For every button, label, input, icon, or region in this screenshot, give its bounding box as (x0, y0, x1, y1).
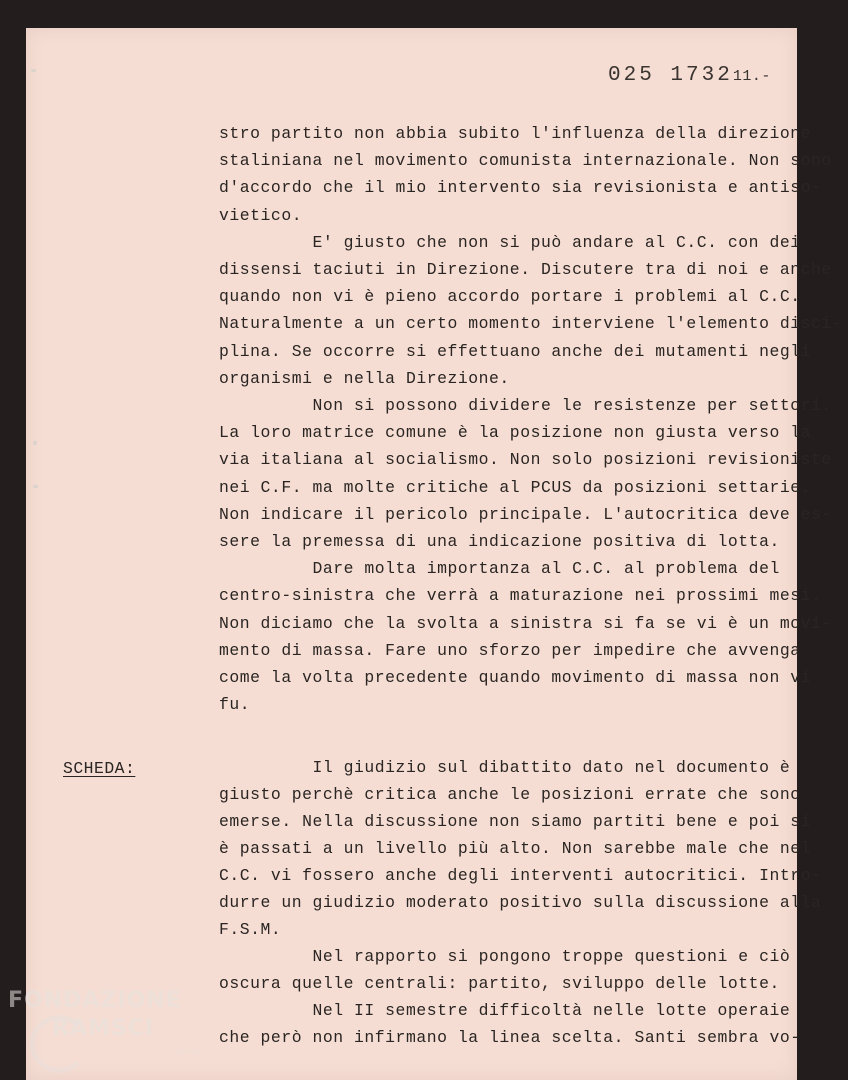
text-line: E' giusto che non si può andare al C.C. con dei (219, 232, 801, 252)
text-line: vietico. (219, 205, 303, 225)
text-line: è passati a un livello più alto. Non sarebbe male che nel (219, 839, 812, 858)
text-line: d'accordo che il mio intervento sia revisionista e antiso- (219, 178, 822, 198)
text-line: Nel rapporto si pongono troppe questioni e ciò (219, 947, 791, 966)
page-number-suffix: 11.- (732, 68, 771, 85)
text-line: emerse. Nella discussione non siamo partiti bene e poi si (219, 812, 812, 831)
page-number-main: 025 1732 (608, 64, 733, 87)
text-line: centro-sinistra che verrà a maturazione nei prossimi mesi. (219, 586, 822, 606)
text-line: oscura quelle centrali: partito, sviluppo delle lotte. (219, 974, 780, 993)
text-line: sere la premessa di una indicazione positiva di lotta. (219, 532, 780, 551)
text-line: C.C. vi fossero anche degli interventi autocritici. Intro- (219, 866, 822, 885)
watermark-small: onlus (176, 1047, 201, 1057)
foundation-watermark (8, 985, 218, 1075)
text-line: F.S.M. (219, 920, 282, 939)
binder-mark (31, 69, 36, 72)
text-line: fu. (219, 695, 251, 715)
text-line: La loro matrice comune è la posizione non giusta verso la (219, 423, 812, 443)
page-number (608, 64, 771, 87)
watermark-line2: RAMSCI (52, 1016, 155, 1041)
text-line: organismi e nella Direzione. (219, 368, 510, 388)
text-line: Il giudizio sul dibattito dato nel documento è (219, 758, 791, 777)
text-line: Naturalmente a un certo momento interviene l'elemento disci- (219, 314, 843, 334)
text-line: Dare molta importanza al C.C. al problema del (219, 559, 780, 579)
text-line: mento di massa. Fare uno sforzo per impedire che avvenga (219, 640, 801, 660)
text-line: durre un giudizio moderato positivo sulla discussione alla (219, 893, 822, 912)
text-line: stro partito non abbia subito l'influenza della direzione (219, 124, 812, 143)
text-line: come la volta precedente quando movimento di massa non vi (219, 668, 812, 687)
text-line: staliniana nel movimento comunista internazionale. Non sono (219, 151, 832, 171)
margin-label-scheda: SCHEDA: (63, 759, 136, 778)
binder-mark (33, 485, 38, 488)
text-line: quando non vi è pieno accordo portare i problemi al C.C. (219, 287, 801, 307)
text-line: Nel II semestre difficoltà nelle lotte operaie (219, 1001, 791, 1020)
binder-mark (33, 441, 37, 445)
text-line: Non diciamo che la svolta a sinistra si fa se vi è un movi- (219, 613, 832, 633)
text-line: nei C.F. ma molte critiche al PCUS da posizioni settarie. (219, 477, 812, 497)
text-line: via italiana al socialismo. Non solo posizioni revisioniste (219, 450, 832, 470)
watermark-line1: FONDAZIONE (8, 988, 182, 1013)
text-line: Non si possono dividere le resistenze per settori. (219, 396, 832, 415)
text-line: che però non infirmano la linea scelta. Santi sembra vo- (219, 1028, 801, 1047)
text-line: dissensi taciuti in Direzione. Discutere tra di noi e anche (219, 260, 832, 279)
text-line: Non indicare il pericolo principale. L'autocritica deve es- (219, 504, 832, 524)
text-line: plina. Se occorre si effettuano anche dei mutamenti negli (219, 341, 812, 361)
text-line: giusto perchè critica anche le posizioni errate che sono (219, 785, 801, 804)
